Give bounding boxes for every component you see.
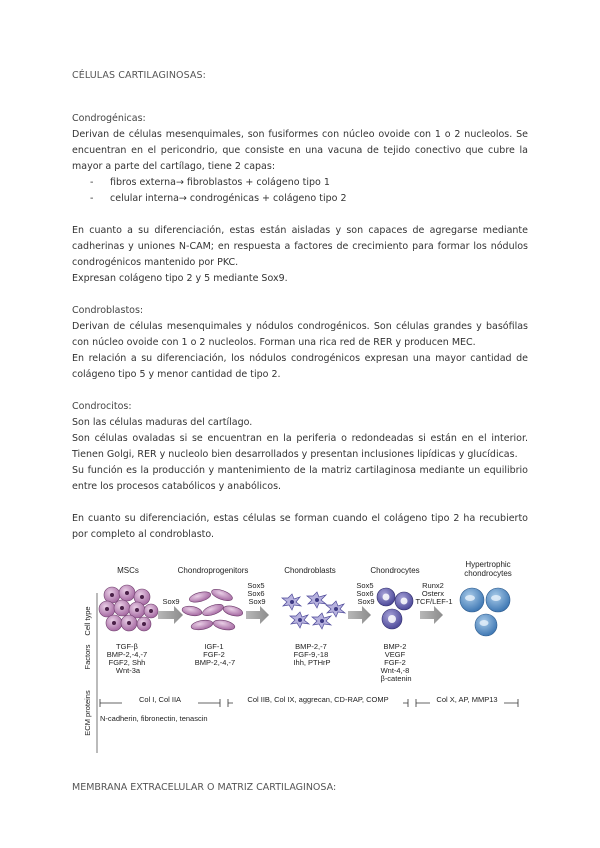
arrow-label: Sox5 (247, 581, 265, 590)
row-label-factors: Factors (83, 644, 92, 670)
paragraph: En cuanto a su diferenciación, estas están aisladas y son capaces de agregarse mediante cadherinas y uniones N-CAM; en respuesta a factores de crecimiento para formar los nódulos condrogénicos mantenido por PKC. (72, 225, 528, 268)
factor-label: Wnt-3a (115, 666, 141, 675)
svg-text:Sox5 Sox6 Sox9 (247, 581, 266, 606)
paragraph: En relación a su diferenciación, los nódulos condrogénicos expresan una mayor cantidad de colágeno tipo 5 y menor cantidad de tipo 2. (72, 353, 528, 380)
paragraph: Derivan de células mesenquimales y nódulos condrogénicos. Son células grandes y basófilas con núcleo ovoide con 1 o 2 nucleolos. Forman una rica red de RER y producen MEC. (72, 321, 528, 348)
svg-text:IGF-1 FGF-2 BMP-2, (195, 642, 235, 667)
differentiation-arrow (158, 597, 183, 624)
paragraph: Derivan de células mesenquimales, son fusiformes con núcleo ovoide con 1 o 2 nucleolos. Se encuentran en el pericondrio, que consiste en una vacuna de tejido conectivo que cubre la mayor a parte del cartílago, tiene 2 capas: (72, 129, 528, 172)
chondroprogenitor-cells (181, 587, 243, 632)
paragraph: Son las células maduras del cartílago. (72, 417, 253, 428)
svg-text:TGF-β BMP-2,-4,-7 (107, 642, 150, 675)
factor-label: BMP-2,-4,-7 (106, 650, 148, 659)
arrow-label: Sox9 (248, 597, 266, 606)
factor-label: VEGF (384, 650, 406, 659)
arrow-label: Sox9 (357, 597, 375, 606)
list-item: - celular interna→ condrogénicas + colágeno tipo 2 (90, 191, 528, 207)
factor-label: β-catenin (380, 674, 412, 683)
factor-label: FGF-2 (203, 650, 225, 659)
stage-label: Chondrocytes (370, 566, 420, 575)
differentiation-arrow (348, 581, 376, 624)
factor-label: FGF2, Shh (108, 658, 146, 667)
chondrocyte-cells (377, 588, 413, 629)
svg-text:BMP-2,-7 FGF-9,-18 (293, 642, 330, 667)
arrow-label: Sox6 (247, 589, 265, 598)
section-heading-condrogenicas: Condrogénicas: (72, 113, 146, 124)
msc-cell-cluster (99, 585, 158, 631)
row-label-ecm: ECM proteins (83, 690, 92, 736)
factor-label: FGF-2 (384, 658, 406, 667)
factor-label: IGF-1 (204, 642, 224, 651)
arrow-label: Sox6 (356, 589, 374, 598)
stage-label: Chondroblasts (284, 566, 336, 575)
section-heading-membrana: MEMBRANA EXTRACELULAR O MATRIZ CARTILAGINOSA: (72, 782, 337, 793)
ecm-label: Col I, Col IIA (138, 695, 182, 704)
ecm-label: Col X, AP, MMP13 (436, 695, 498, 704)
ecm-extra-label: N-cadherin, fibronectin, tenascin (100, 714, 208, 723)
document-title: CÉLULAS CARTILAGINOSAS: (72, 70, 206, 81)
factor-label: BMP-2,-4,-7 (194, 658, 236, 667)
list-item: - fibros externa→ fibroblastos + colágeno tipo 1 (90, 175, 528, 191)
bullet-list (72, 175, 528, 207)
chondroblast-cells (282, 592, 345, 629)
stage-label: Chondroprogenitors (177, 566, 249, 575)
paragraph: En cuanto su diferenciación, estas células se forman cuando el colágeno tipo 2 ha recubierto por completo al condroblasto. (72, 513, 528, 540)
stage-label (464, 560, 512, 578)
arrow-label: Sox5 (356, 581, 374, 590)
paragraph: Expresan colágeno tipo 2 y 5 mediante Sox9. (72, 273, 288, 284)
row-label-cell-type: Cell type (83, 606, 92, 636)
factor-label: Wnt-4,-8 (380, 666, 410, 675)
factor-label: Ihh, PTHrP (293, 658, 331, 667)
svg-text:BMP-2 VEGF FGF-2 (381, 642, 412, 683)
factor-label: FGF-9,-18 (293, 650, 329, 659)
document-body (72, 70, 528, 543)
factor-label: BMP-2,-7 (295, 642, 327, 651)
arrow-label: Runx2 (422, 581, 444, 590)
stage-label: MSCs (117, 566, 139, 575)
hypertrophic-chondrocyte-cells (460, 588, 510, 636)
factor-label: BMP-2 (383, 642, 407, 651)
svg-text:Sox5 Sox6 Sox9 (356, 581, 375, 606)
differentiation-arrow (415, 581, 452, 624)
factor-label: TGF-β (116, 642, 138, 651)
differentiation-arrow (246, 581, 269, 624)
paragraph: Son células ovaladas si se encuentran en la periferia o redondeadas si están en el interior. Tienen Golgi, RER y nucleolo bien desarrollados y presentan inclusiones lipídicas y glucídicas. (72, 433, 528, 460)
section-heading-condrocitos: Condrocitos: (72, 401, 132, 412)
arrow-label: Sox9 (162, 597, 180, 606)
arrow-label: Osterx (421, 589, 444, 598)
paragraph: Su función es la producción y mantenimiento de la matriz cartilaginosa mediante un equilibrio entre los procesos catabólicos y anabólicos. (72, 465, 528, 492)
section-heading-condroblastos: Condroblastos: (72, 305, 144, 316)
svg-text:Runx2 Osterx T (415, 581, 452, 606)
figure-svg (70, 553, 530, 763)
arrow-label: TCF/LEF-1 (415, 597, 453, 606)
stage-label-line: chondrocytes (464, 569, 512, 578)
stage-label-line: Hypertrophic (465, 560, 511, 569)
chondrogenesis-figure (70, 553, 530, 763)
ecm-label: Col IIB, Col IX, aggrecan, CD-RAP, COMP (247, 695, 389, 704)
